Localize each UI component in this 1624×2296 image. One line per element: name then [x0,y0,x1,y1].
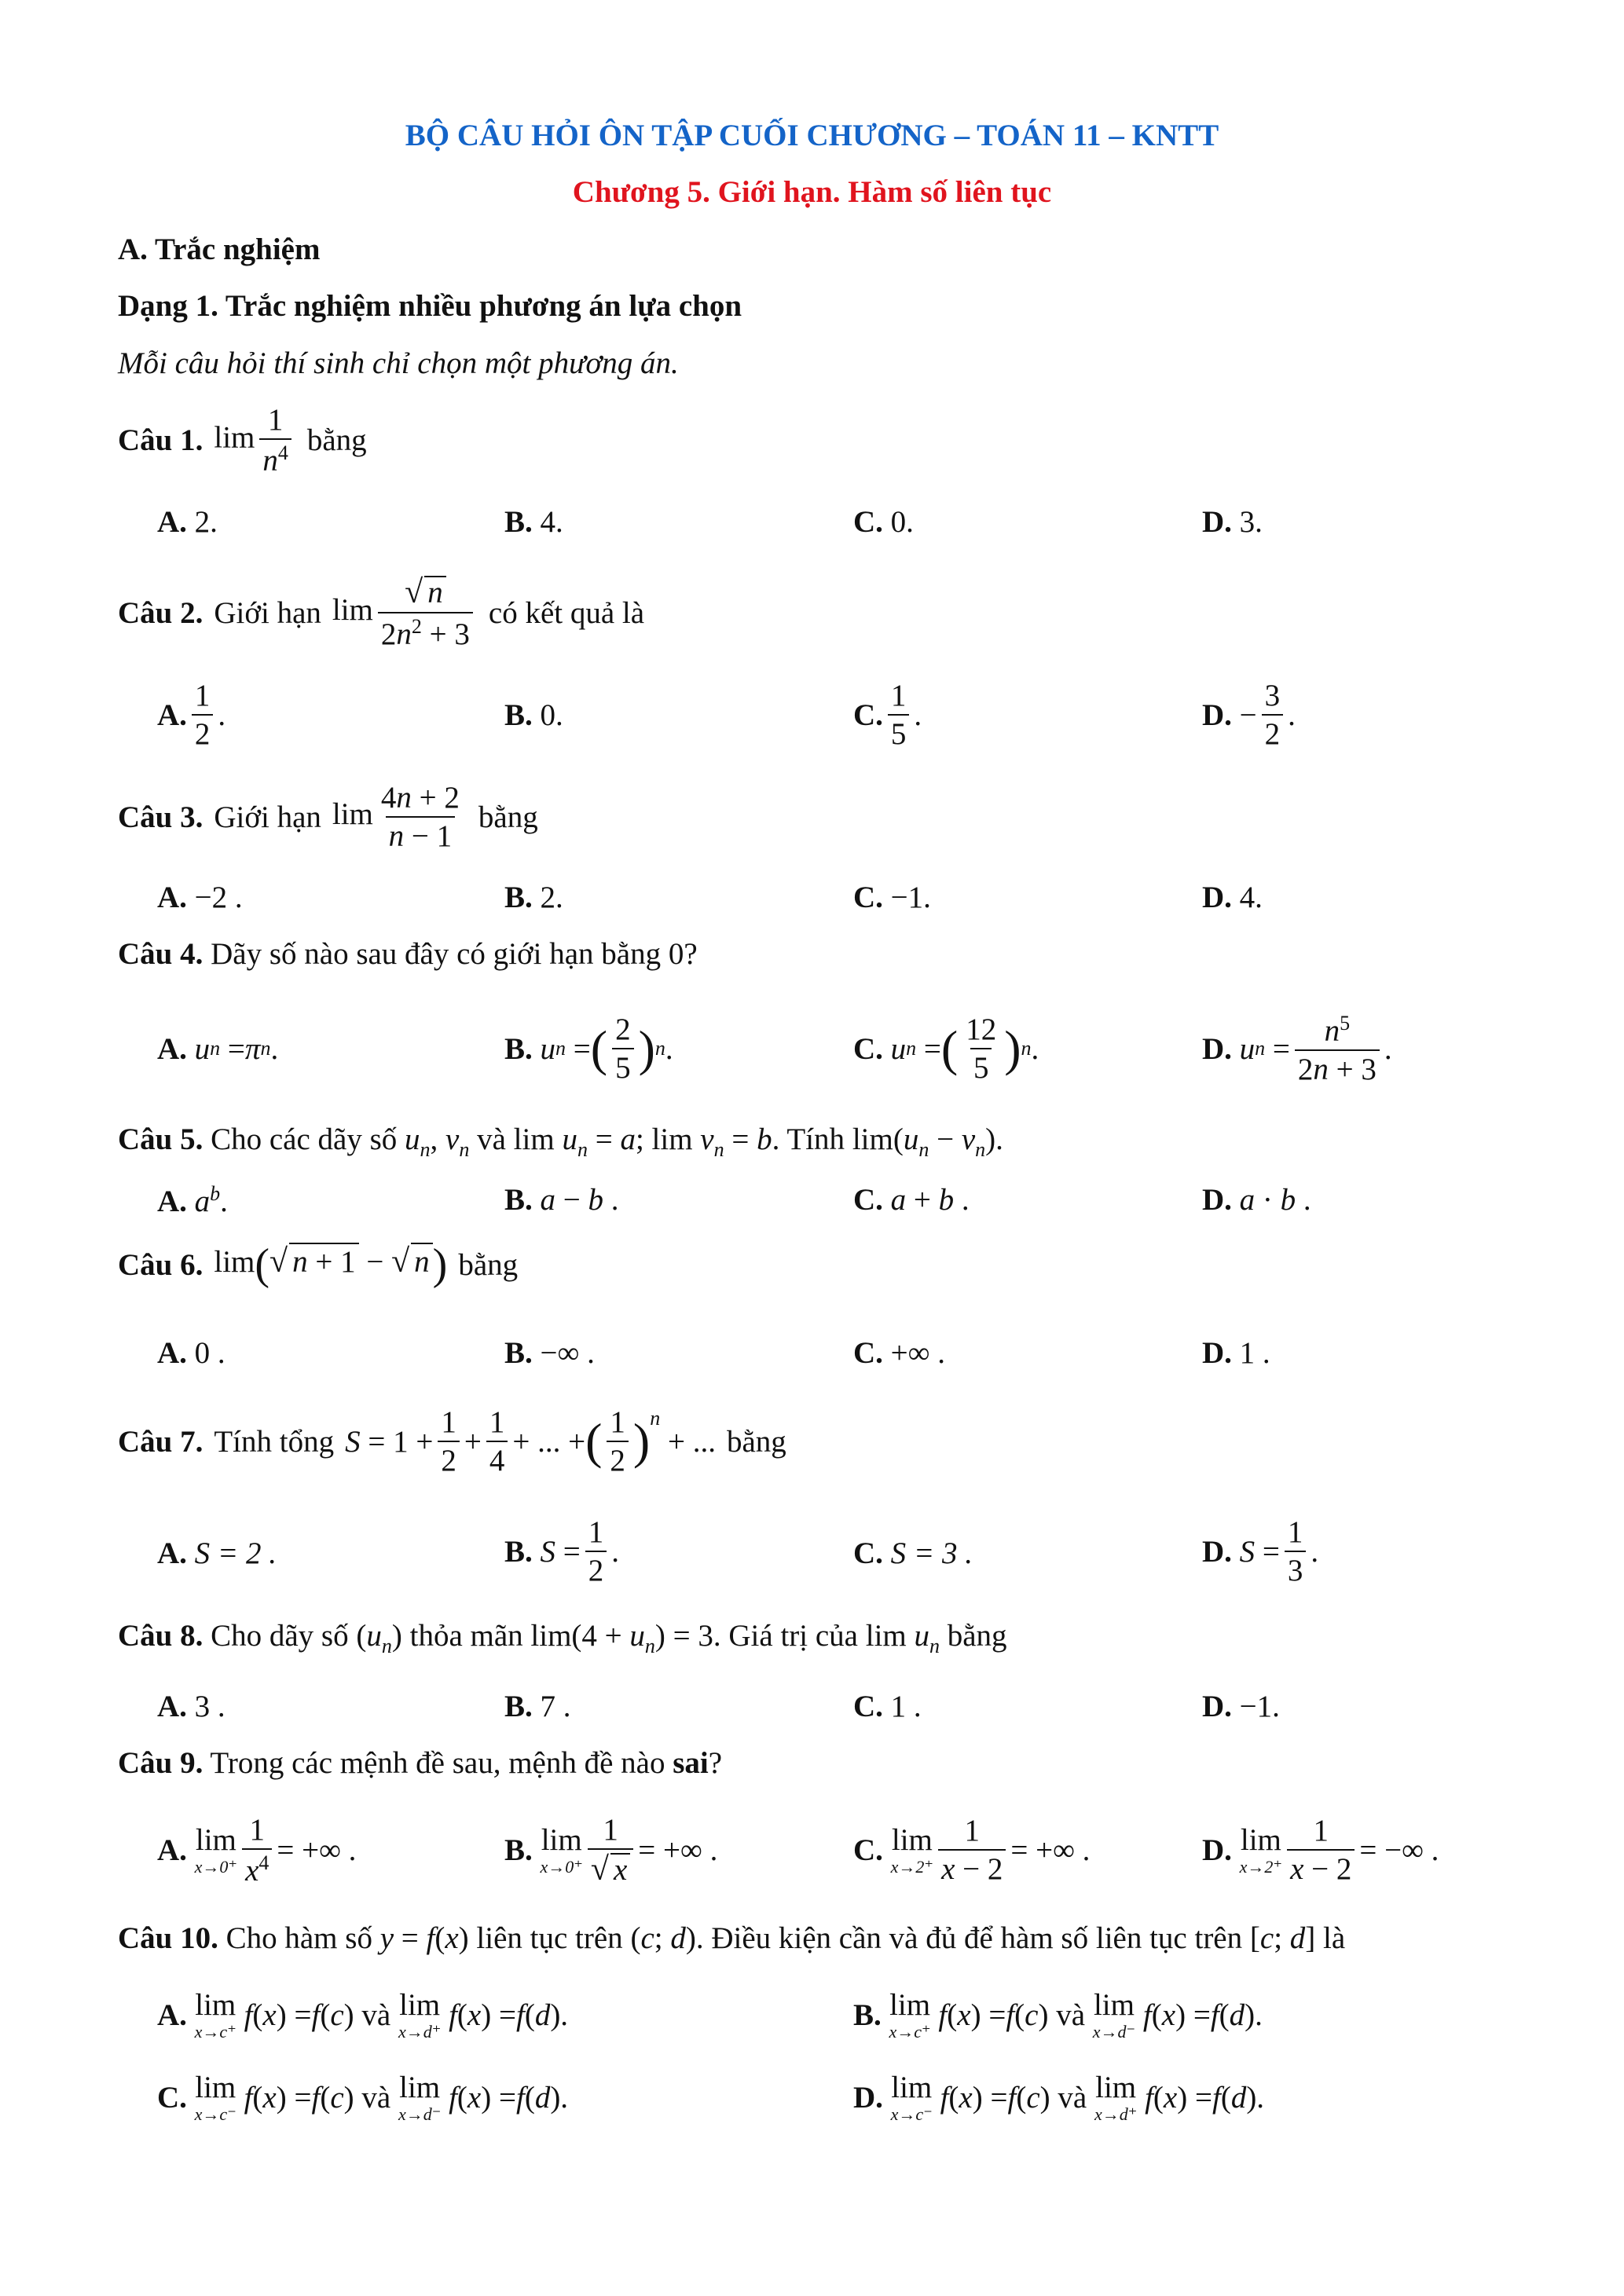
option-c: C. S = 3 . [853,1536,973,1570]
option-d: D. 3. [1202,505,1263,539]
formula: lim(√ n + 1 − √ n) [214,1240,448,1290]
formula: lim $\frac{4n + 2}{n - 1}$ [332,781,460,853]
option-c: C. −1. [853,881,931,914]
option-d: D. −1. [1202,1690,1280,1723]
option-c: C. a + b . [853,1183,970,1217]
question-9: Câu 9. Trong các mệnh đề sau, mệnh đề nào sai? [118,1746,723,1780]
option-b: B. 4. [504,505,563,539]
option-d: D. a · b . [1202,1183,1311,1217]
option-a: A. lim x→0⁺ $\frac{1}{x^4}$ = +∞ . [157,1812,357,1888]
option-c: C. $\frac{1}{5}$ . [853,679,922,751]
option-a: A. lim x→c⁺ f ( x ) = f ( c ) và lim x→d⁺ f ( x ) = f ( d ). [157,1987,569,2041]
option-c: C. 0. [853,505,914,539]
option-b: B. S = $\frac{1}{2}$ . [504,1515,620,1587]
chapter-subtitle: Chương 5. Giới hạn. Hàm số liên tục [572,175,1052,209]
section-subheading: Dạng 1. Trắc nghiệm nhiều phương án lựa chọn [118,289,742,323]
option-d: D. 4. [1202,881,1263,914]
option-b: B. a − b . [504,1183,619,1217]
option-d: D. lim x→c⁻ f ( x ) = f ( c ) và lim x→d⁺ f ( x ) = f ( d ). [853,2070,1265,2124]
option-a: A. 0 . [157,1336,225,1370]
option-a: A. 3 . [157,1690,225,1723]
option-a: A. u n = π n . [157,1031,279,1066]
question-label: Câu 1. [118,423,203,457]
instruction-text: Mỗi câu hỏi thí sinh chỉ chọn một phương án. [118,346,679,380]
option-b: B. lim x→c⁺ f ( x ) = f ( c ) và lim x→d⁻ f ( x ) = f ( d ). [853,1987,1263,2041]
option-d: D. lim x→2⁺ $\frac{1}{x - 2}$ = −∞ . [1202,1814,1439,1886]
question-1 [118,401,367,479]
option-b: B. u n = ( $\frac{2}{5}$ ) n . [504,1013,673,1085]
formula: lim $\frac{√ n}{2n^2 + 3}$ [332,576,478,650]
option-a: A. 2. [157,505,218,539]
document-title: BỘ CÂU HỎI ÔN TẬP CUỐI CHƯƠNG – TOÁN 11 – KNTT [405,119,1219,152]
formula: lim $\frac{1}{n^4}$ [214,405,296,476]
option-a: A. S = 2 . [157,1536,277,1570]
question-2: Câu 2. Giới hạn lim $\frac{√ n}{2n^2 + 3}$ có kết quả là [118,574,645,651]
option-c: C. +∞ . [853,1336,945,1370]
option-b: B. 0. [504,698,563,732]
question-7: Câu 7. Tính tổng S = 1 + $\frac{1}{2}$ + $\frac{1}{4}$ + ... + ( $\frac{1}{2}$ ) n + ... bằng [118,1405,786,1478]
option-d: D. S = $\frac{1}{3}$ . [1202,1515,1319,1587]
option-b: B. 2. [504,881,563,914]
option-c: C. lim x→2⁺ $\frac{1}{x - 2}$ = +∞ . [853,1814,1091,1886]
option-b: B. 7 . [504,1690,571,1723]
option-b: B. −∞ . [504,1336,595,1370]
option-c: C. lim x→c⁻ f ( x ) = f ( c ) và lim x→d⁻ f ( x ) = f ( d ). [157,2070,569,2124]
option-b: B. lim x→0⁺ $\frac{1}{√ x}$ = +∞ . [504,1812,718,1888]
option-a: A. −2 . [157,881,243,914]
question-4: Câu 4. Dãy số nào sau đây có giới hạn bằng 0? [118,937,698,971]
option-d: D. 1 . [1202,1336,1270,1370]
question-6: Câu 6. lim(√ n + 1 − √ n) bằng [118,1240,519,1290]
option-a: A. $\frac{1}{2}$ . [157,679,226,751]
option-c: C. u n = ( $\frac{12}{5}$ ) n . [853,1013,1039,1085]
section-heading: A. Trắc nghiệm [118,233,321,266]
option-a: A. $a^b$. [157,1182,228,1218]
question-10: Câu 10. Cho hàm số y = f(x) liên tục trên (c; d). Điều kiện cần và đủ để hàm số liên tục trên [c; d] là [118,1921,1346,1955]
option-c: C. 1 . [853,1690,922,1723]
option-d: D. − $\frac{3}{2}$ . [1202,679,1296,751]
question-3: Câu 3. Giới hạn lim $\frac{4n + 2}{n - 1}$ bằng [118,781,538,853]
question-8: Câu 8. Cho dãy số $(u_n)$ thỏa mãn $\lim(4 + u_n) = 3$. Giá trị của $\lim u_n$ bằng [118,1619,1007,1657]
question-text: bằng [306,423,367,457]
question-5: Câu 5. Cho các dãy số $u_n$, $v_n$ và $\lim u_n = a$; $\lim v_n = b$. Tính $\lim(u_n - v_n)$. [118,1122,1003,1161]
formula: S = 1 + $\frac{1}{2}$ + $\frac{1}{4}$ + ... + ( $\frac{1}{2}$ ) n + ... [345,1405,716,1478]
option-d: D. u n = $\frac{n^5}{2n + 3}$ . [1202,1011,1392,1086]
